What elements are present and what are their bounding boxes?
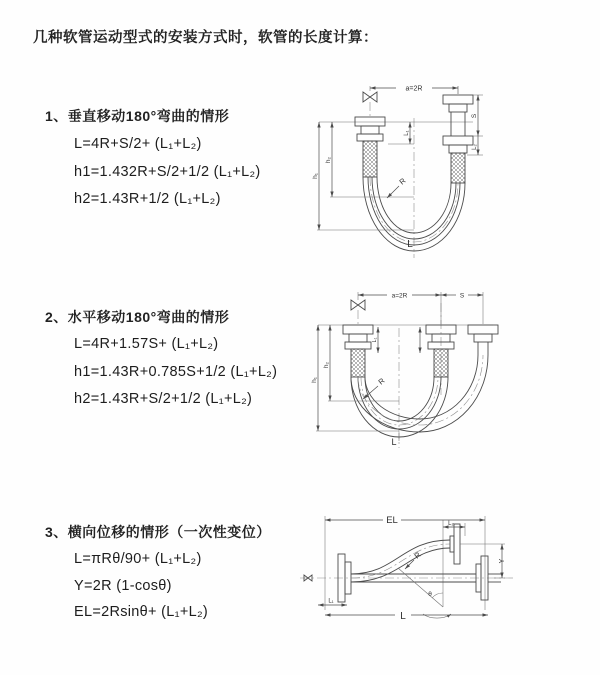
- right-flange-assembly: [468, 325, 498, 355]
- section3-formula-EL: EL=2Rsinθ+ (L₁+L₂): [74, 604, 209, 620]
- right-flange-assembly: [443, 95, 473, 183]
- dim-label-y: Y: [499, 558, 506, 564]
- hose-curves-original: [351, 377, 448, 437]
- upper-flange: [450, 524, 460, 564]
- dim-label-l-bottom: L: [407, 239, 413, 250]
- dim-label-h1: h₁: [311, 377, 318, 383]
- left-flange-assembly: [343, 325, 373, 377]
- hose-curves-displaced: [351, 355, 488, 432]
- dim-label-l1: L₁: [404, 130, 410, 136]
- dim-label-l1: L₁: [372, 337, 378, 343]
- valve-icon: [363, 92, 377, 102]
- diagram-lateral-displacement: [298, 502, 518, 662]
- dim-el: [325, 515, 485, 610]
- section2-formula-h2: h2=1.43R+S/2+1/2 (L₁+L₂): [74, 391, 253, 407]
- section1-formula-h1: h1=1.432R+S/2+1/2 (L₁+L₂): [74, 164, 261, 180]
- dim-label-a2r: a=2R: [391, 292, 408, 300]
- radius-callout: [405, 550, 423, 569]
- dim-l1: [372, 327, 420, 353]
- dim-l1: [388, 122, 414, 144]
- section1-heading: 1、垂直移动180°弯曲的情形: [45, 108, 230, 124]
- dim-label-r: R: [397, 176, 408, 187]
- section1-formula-h2: h2=1.43R+1/2 (L₁+L₂): [74, 191, 221, 207]
- dim-label-h1: h₁: [312, 173, 319, 179]
- dim-label-h2: h₂: [323, 361, 330, 369]
- section3-formula-Y: Y=2R (1-cosθ): [74, 578, 172, 594]
- dim-label-l-bottom: L: [400, 611, 406, 622]
- dim-label-s: S: [459, 292, 465, 300]
- dim-a2r: [358, 292, 483, 324]
- radius-callout: [387, 176, 408, 198]
- dim-a2r: [370, 86, 458, 95]
- dim-label-l1: L₁: [328, 598, 334, 605]
- section2-heading: 2、水平移动180°弯曲的情形: [45, 309, 230, 325]
- dim-label-theta: θ: [428, 591, 432, 598]
- diagram-horizontal-180-bend: [308, 283, 528, 453]
- dim-label-s: S: [471, 113, 478, 119]
- dim-h1: [311, 325, 399, 431]
- section2-formula-L: L=4R+1.57S+ (L₁+L₂): [74, 336, 219, 352]
- section1-formula-L: L=4R+S/2+ (L₁+L₂): [74, 136, 202, 152]
- section3-heading: 3、横向位移的情形（一次性变位）: [45, 524, 271, 540]
- dim-label-l2: L₂: [448, 521, 454, 527]
- dim-s: [441, 293, 483, 300]
- centerlines: [370, 86, 458, 258]
- dim-label-h2: h₂: [325, 156, 332, 164]
- left-flange-assembly: [355, 117, 385, 177]
- dim-label-r: R: [412, 550, 423, 561]
- dim-label-l-bottom: L: [391, 437, 397, 447]
- dim-y: [460, 544, 506, 578]
- dim-l: [325, 611, 488, 622]
- page-title: 几种软管运动型式的安装方式时，软管的长度计算：: [33, 30, 378, 46]
- hose-curve-displaced: [351, 540, 450, 582]
- dim-label-a2r: a=2R: [405, 85, 423, 93]
- dim-label-r: R: [376, 376, 387, 387]
- valve-icon: [351, 300, 365, 310]
- section3-formula-L: L=πRθ/90+ (L₁+L₂): [74, 551, 202, 567]
- section2-formula-h1: h1=1.43R+0.785S+1/2 (L₁+L₂): [74, 364, 278, 380]
- diagram-vertical-180-bend: [310, 72, 510, 262]
- dim-label-l2: L₂: [472, 144, 478, 150]
- dim-label-el: EL: [386, 515, 398, 526]
